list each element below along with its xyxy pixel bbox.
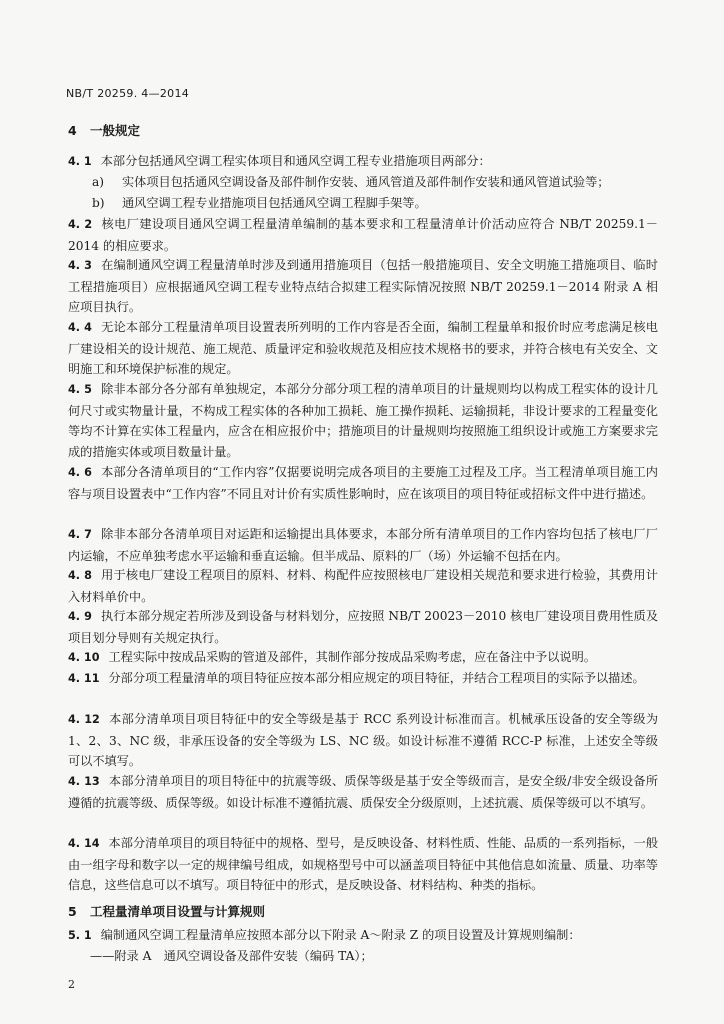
section-number: 4: [68, 123, 77, 138]
clause-5-1: [68, 925, 658, 947]
clause-number: 5. 1: [68, 929, 92, 942]
list-text: 通风空调工程专业措施项目包括通风空调工程脚手架等。: [122, 196, 427, 210]
clause-number: 4. 7: [68, 528, 92, 541]
clause-text: 用于核电厂建设工程项目的原料、材料、构配件应按照核电厂建设相关规范和要求进行检验，其费用计入材料单价中。: [68, 568, 658, 604]
clause-number: 4. 12: [68, 713, 100, 726]
clause-4-7: [68, 524, 658, 566]
clause-number: 4. 6: [68, 466, 92, 479]
clause-text: 编制通风空调工程量清单应按照本部分以下附录 A～附录 Z 的项目设置及计算规则编制：: [100, 928, 581, 942]
clause-4-5: [68, 379, 658, 462]
clause-text: 执行本部分规定若所涉及到设备与材料划分，应按照 NB/T 20023－2010 核电厂建设项目费用性质及项目划分导则有关规定执行。: [68, 609, 659, 645]
clause-number: 4. 3: [68, 259, 92, 272]
clause-4-13: [68, 771, 658, 813]
clause-number: 4. 13: [68, 775, 100, 788]
clause-4-8: [68, 565, 658, 607]
clause-4-11: [68, 668, 658, 690]
section-title: 一般规定: [90, 123, 141, 138]
clause-number: 4. 5: [68, 383, 92, 396]
clause-text: 在编制通风空调工程量清单时涉及到通用措施项目（包括一般措施项目、安全文明施工措施项目、临时工程措施项目）应根据通风空调工程专业特点结合拟建工程实际情况按照 NB/T 20259.1－2014 附录 A 相应项目执行。: [68, 258, 658, 315]
section-number: 5: [68, 904, 77, 919]
clause-text: 除非本部分各分部有单独规定，本部分分部分项工程的清单项目的计量规则均以构成工程实体的设计几何尺寸或实物量计量，不构成工程实体的各种加工损耗、施工操作损耗、运输损耗，非设计要求的工程量变化等均不计算在实体工程量内，应含在相应报价中；措施项目的计量规则均按照施工组织设计或施工方案要求完成的措施实体或项目数量计量。: [68, 382, 658, 459]
section-4-heading: [68, 121, 140, 139]
clause-number: 4. 2: [68, 218, 93, 231]
clause-4-6: [68, 462, 658, 504]
clause-number: 4. 9: [68, 610, 92, 623]
clause-4-1-b: [92, 193, 658, 214]
clause-4-10: [68, 647, 658, 669]
clause-number: 4. 1: [68, 155, 92, 168]
clause-4-4: [68, 317, 658, 380]
clause-text: 工程实际中按成品采购的管道及部件，其制作部分按成品采购考虑，应在备注中予以说明。: [108, 650, 596, 664]
clause-number: 4. 8: [68, 569, 92, 582]
clause-4-3: [68, 255, 658, 318]
clause-4-14: [68, 833, 658, 896]
clause-text: 核电厂建设项目通风空调工程量清单编制的基本要求和工程量清单计价活动应符合 NB/T 20259.1－2014 的相应要求。: [68, 217, 658, 253]
clause-4-1: [68, 151, 658, 173]
section-5-heading: [68, 902, 265, 920]
list-label: a): [92, 175, 105, 189]
list-text: 实体项目包括通风空调设备及部件制作安装、通风管道及部件制作安装和通风管道试验等；: [122, 175, 610, 189]
clause-4-1-a: [92, 172, 658, 193]
clause-number: 4. 14: [68, 837, 100, 850]
clause-4-9: [68, 606, 658, 648]
clause-text: 分部分项工程量清单的项目特征应按本部分相应规定的项目特征，并结合工程项目的实际予以描述。: [108, 671, 645, 685]
clause-text: 本部分清单项目的项目特征中的抗震等级、质保等级是基于安全等级而言，是安全级/非安全级设备所遵循的抗震等级、质保等级。如设计标准不遵循抗震、质保安全分级原则，上述抗震、质保等级可以不填写。: [68, 774, 659, 810]
clause-text: 本部分包括通风空调工程实体项目和通风空调工程专业措施项目两部分：: [100, 154, 491, 168]
clause-4-12: [68, 709, 658, 772]
clause-4-2: [68, 214, 658, 256]
page-number: 2: [68, 978, 75, 991]
document-code: NB/T 20259. 4—2014: [66, 87, 190, 100]
clause-number: 4. 4: [68, 321, 92, 334]
clause-text: 无论本部分工程量清单项目设置表所列明的工作内容是否全面，编制工程量单和报价时应考虑满足核电厂建设相关的设计规范、施工规范、质量评定和验收规范及相应技术规格书的要求，并符合核电有关安全、文明施工和环境保护标准的规定。: [68, 320, 658, 377]
section-title: 工程量清单项目设置与计算规则: [90, 904, 266, 919]
clause-number: 4. 11: [68, 672, 100, 685]
list-label: b): [92, 196, 105, 210]
clause-text: 本部分各清单项目的“工作内容”仅据要说明完成各项目的主要施工过程及工序。当工程清单项目施工内容与项目设置表中“工作内容”不同且对计价有实质性影响时，应在该项目的项目特征或招标文件中进行描述。: [68, 465, 658, 501]
clause-text: 本部分清单项目项目特征中的安全等级是基于 RCC 系列设计标准而言。机械承压设备的安全等级为 1、2、3、NC 级，非承压设备的安全等级为 LS、NC 级。如设计标准不遵循 RCC-P 标准，上述安全等级可以不填写。: [68, 712, 659, 769]
clause-text: 除非本部分各清单项目对运距和运输提出具体要求，本部分所有清单项目的工作内容均包括了核电厂厂内运输，不应单独考虑水平运输和垂直运输。但半成品、原料的厂（场）外运输不包括在内。: [68, 527, 658, 563]
appendix-list-item: ——附录 A 通风空调设备及部件安装（编码 TA）；: [90, 949, 373, 963]
clause-number: 4. 10: [68, 651, 100, 664]
clause-text: 本部分清单项目的项目特征中的规格、型号，是反映设备、材料性质、性能、品质的一系列指标，一般由一组字母和数字以一定的规律编号组成，如规格型号中可以涵盖项目特征中其他信息如流量、质量、功率等信息，这些信息可以不填写。项目特征中的形式，是反映设备、材料结构、种类的指标。: [68, 836, 659, 893]
